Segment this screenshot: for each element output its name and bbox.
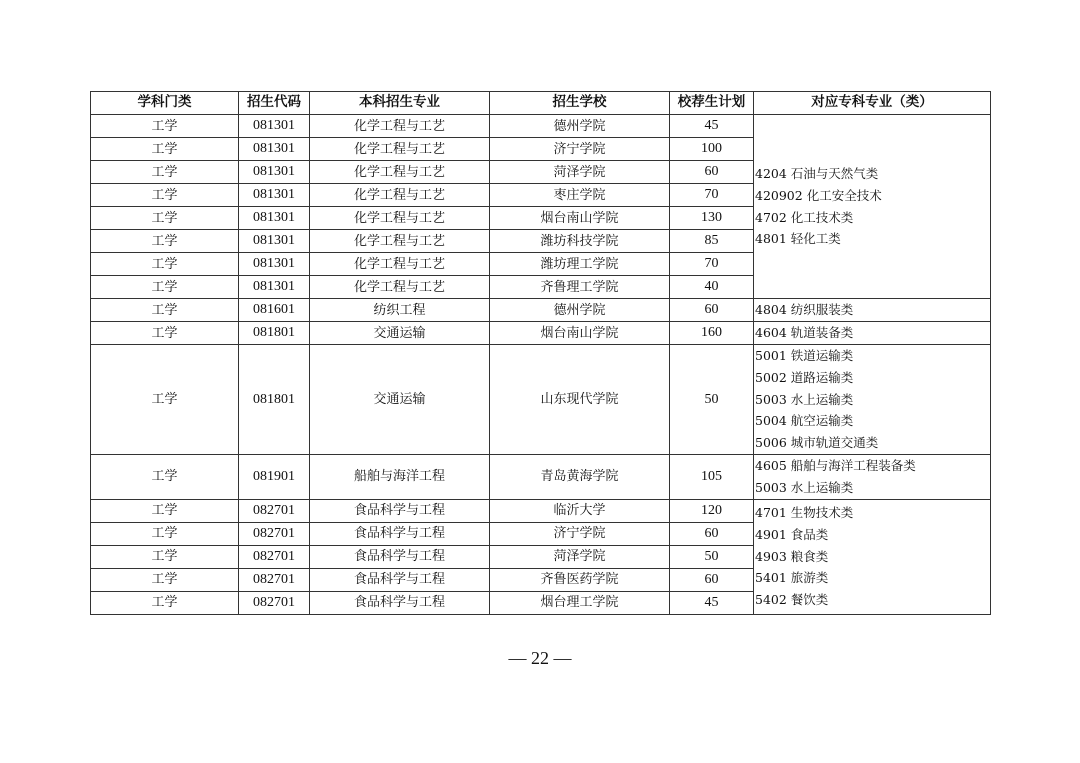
corresponding-major-item: 4801 轻化工类 (755, 231, 841, 247)
corresponding-major-item: 4604 轨道装备类 (755, 325, 854, 341)
corresponding-major-item: 4702 化工技术类 (755, 209, 854, 225)
corresponding-major-item: 4804 纺织服装类 (755, 302, 854, 318)
corresponding-major-item: 5004 航空运输类 (755, 413, 854, 429)
quota-cell: 45 (670, 115, 754, 138)
subject-category-cell: 工学 (91, 455, 239, 500)
corresponding-majors-cell (754, 115, 991, 299)
major-cell: 食品科学与工程 (310, 568, 490, 591)
corresponding-major-item: 5402 餐饮类 (755, 592, 829, 608)
school-cell: 山东现代学院 (490, 345, 670, 455)
enroll-code-cell: 081801 (239, 345, 310, 455)
quota-cell: 40 (670, 276, 754, 299)
quota-cell: 105 (670, 455, 754, 500)
major-cell: 纺织工程 (310, 299, 490, 322)
quota-cell: 100 (670, 138, 754, 161)
enroll-code-cell: 081301 (239, 253, 310, 276)
major-cell: 食品科学与工程 (310, 545, 490, 568)
quota-cell: 160 (670, 322, 754, 345)
quota-cell: 60 (670, 299, 754, 322)
major-cell: 食品科学与工程 (310, 499, 490, 522)
school-cell: 齐鲁理工学院 (490, 276, 670, 299)
school-cell: 德州学院 (490, 299, 670, 322)
page-number: — 22 — (508, 648, 572, 668)
subject-category-cell: 工学 (91, 522, 239, 545)
school-cell: 济宁学院 (490, 522, 670, 545)
enroll-code-cell: 081901 (239, 455, 310, 500)
school-cell: 烟台南山学院 (490, 322, 670, 345)
subject-category-cell: 工学 (91, 230, 239, 253)
enroll-code-cell: 081301 (239, 207, 310, 230)
quota-cell: 120 (670, 499, 754, 522)
corresponding-major-item: 5401 旅游类 (755, 570, 829, 586)
subject-category-cell: 工学 (91, 115, 239, 138)
quota-cell: 50 (670, 345, 754, 455)
header-row (91, 92, 991, 115)
subject-category-cell: 工学 (91, 207, 239, 230)
table-row (91, 299, 991, 322)
subject-category-cell: 工学 (91, 276, 239, 299)
school-cell: 潍坊理工学院 (490, 253, 670, 276)
enroll-code-cell: 081301 (239, 230, 310, 253)
subject-category-cell: 工学 (91, 499, 239, 522)
subject-category-cell: 工学 (91, 345, 239, 455)
quota-cell: 70 (670, 253, 754, 276)
school-cell: 潍坊科技学院 (490, 230, 670, 253)
major-cell: 化学工程与工艺 (310, 253, 490, 276)
major-cell: 食品科学与工程 (310, 522, 490, 545)
major-cell: 化学工程与工艺 (310, 138, 490, 161)
major-cell: 化学工程与工艺 (310, 115, 490, 138)
corresponding-major-item: 4204 石油与天然气类 (755, 165, 879, 181)
subject-category-cell: 工学 (91, 591, 239, 614)
quota-cell: 60 (670, 161, 754, 184)
quota-cell: 45 (670, 591, 754, 614)
major-cell: 化学工程与工艺 (310, 184, 490, 207)
major-cell: 交通运输 (310, 345, 490, 455)
quota-cell: 60 (670, 522, 754, 545)
enroll-code-cell: 081301 (239, 276, 310, 299)
subject-category-cell: 工学 (91, 568, 239, 591)
major-cell: 食品科学与工程 (310, 591, 490, 614)
school-cell: 烟台理工学院 (490, 591, 670, 614)
subject-category-cell: 工学 (91, 253, 239, 276)
header-cell: 学科门类 (91, 92, 239, 115)
enroll-code-cell: 081301 (239, 184, 310, 207)
subject-category-cell: 工学 (91, 184, 239, 207)
corresponding-majors-cell (754, 345, 991, 455)
school-cell: 德州学院 (490, 115, 670, 138)
corresponding-majors-cell (754, 499, 991, 614)
corresponding-major-item: 5003 水上运输类 (755, 391, 854, 407)
major-cell: 交通运输 (310, 322, 490, 345)
header-cell: 招生代码 (239, 92, 310, 115)
enroll-code-cell: 082701 (239, 591, 310, 614)
header-cell: 招生学校 (490, 92, 670, 115)
school-cell: 菏泽学院 (490, 545, 670, 568)
school-cell: 济宁学院 (490, 138, 670, 161)
corresponding-major-item: 5001 铁道运输类 (755, 348, 854, 363)
school-cell: 枣庄学院 (490, 184, 670, 207)
table-row (91, 115, 991, 138)
corresponding-majors-cell (754, 322, 991, 345)
major-cell: 化学工程与工艺 (310, 276, 490, 299)
corresponding-major-item: 4605 船舶与海洋工程装备类 (755, 458, 916, 473)
header-cell: 本科招生专业 (310, 92, 490, 115)
enroll-code-cell: 082701 (239, 499, 310, 522)
school-cell: 临沂大学 (490, 499, 670, 522)
enroll-code-cell: 082701 (239, 522, 310, 545)
quota-cell: 130 (670, 207, 754, 230)
enroll-code-cell: 081301 (239, 161, 310, 184)
table-body (91, 115, 991, 615)
school-cell: 齐鲁医药学院 (490, 568, 670, 591)
header-cell: 对应专科专业（类） (754, 92, 991, 115)
school-cell: 青岛黄海学院 (490, 455, 670, 500)
header-cell: 校荐生计划 (670, 92, 754, 115)
major-cell: 化学工程与工艺 (310, 230, 490, 253)
subject-category-cell: 工学 (91, 299, 239, 322)
enroll-code-cell: 081601 (239, 299, 310, 322)
school-cell: 烟台南山学院 (490, 207, 670, 230)
corresponding-major-item: 4903 粮食类 (755, 548, 829, 564)
quota-cell: 50 (670, 545, 754, 568)
enroll-code-cell: 081301 (239, 115, 310, 138)
enroll-code-cell: 082701 (239, 568, 310, 591)
table-row (91, 345, 991, 455)
subject-category-cell: 工学 (91, 322, 239, 345)
major-cell: 船舶与海洋工程 (310, 455, 490, 500)
corresponding-major-item: 4701 生物技术类 (755, 505, 854, 521)
major-cell: 化学工程与工艺 (310, 161, 490, 184)
corresponding-major-item: 420902 化工安全技术 (755, 187, 882, 203)
subject-category-cell: 工学 (91, 545, 239, 568)
corresponding-major-item: 4901 食品类 (755, 526, 829, 542)
corresponding-major-item: 5006 城市轨道交通类 (755, 435, 879, 451)
corresponding-majors-cell (754, 455, 991, 500)
table-row (91, 499, 991, 522)
school-cell: 菏泽学院 (490, 161, 670, 184)
table-row (91, 322, 991, 345)
major-cell: 化学工程与工艺 (310, 207, 490, 230)
quota-cell: 70 (670, 184, 754, 207)
corresponding-major-item: 5003 水上运输类 (755, 479, 854, 495)
enroll-code-cell: 081801 (239, 322, 310, 345)
corresponding-major-item: 5002 道路运输类 (755, 369, 854, 385)
quota-cell: 85 (670, 230, 754, 253)
subject-category-cell: 工学 (91, 161, 239, 184)
enroll-code-cell: 082701 (239, 545, 310, 568)
corresponding-majors-cell (754, 299, 991, 322)
subject-category-cell: 工学 (91, 138, 239, 161)
table-row (91, 455, 991, 500)
quota-cell: 60 (670, 568, 754, 591)
enrollment-table (90, 91, 991, 615)
enroll-code-cell: 081301 (239, 138, 310, 161)
